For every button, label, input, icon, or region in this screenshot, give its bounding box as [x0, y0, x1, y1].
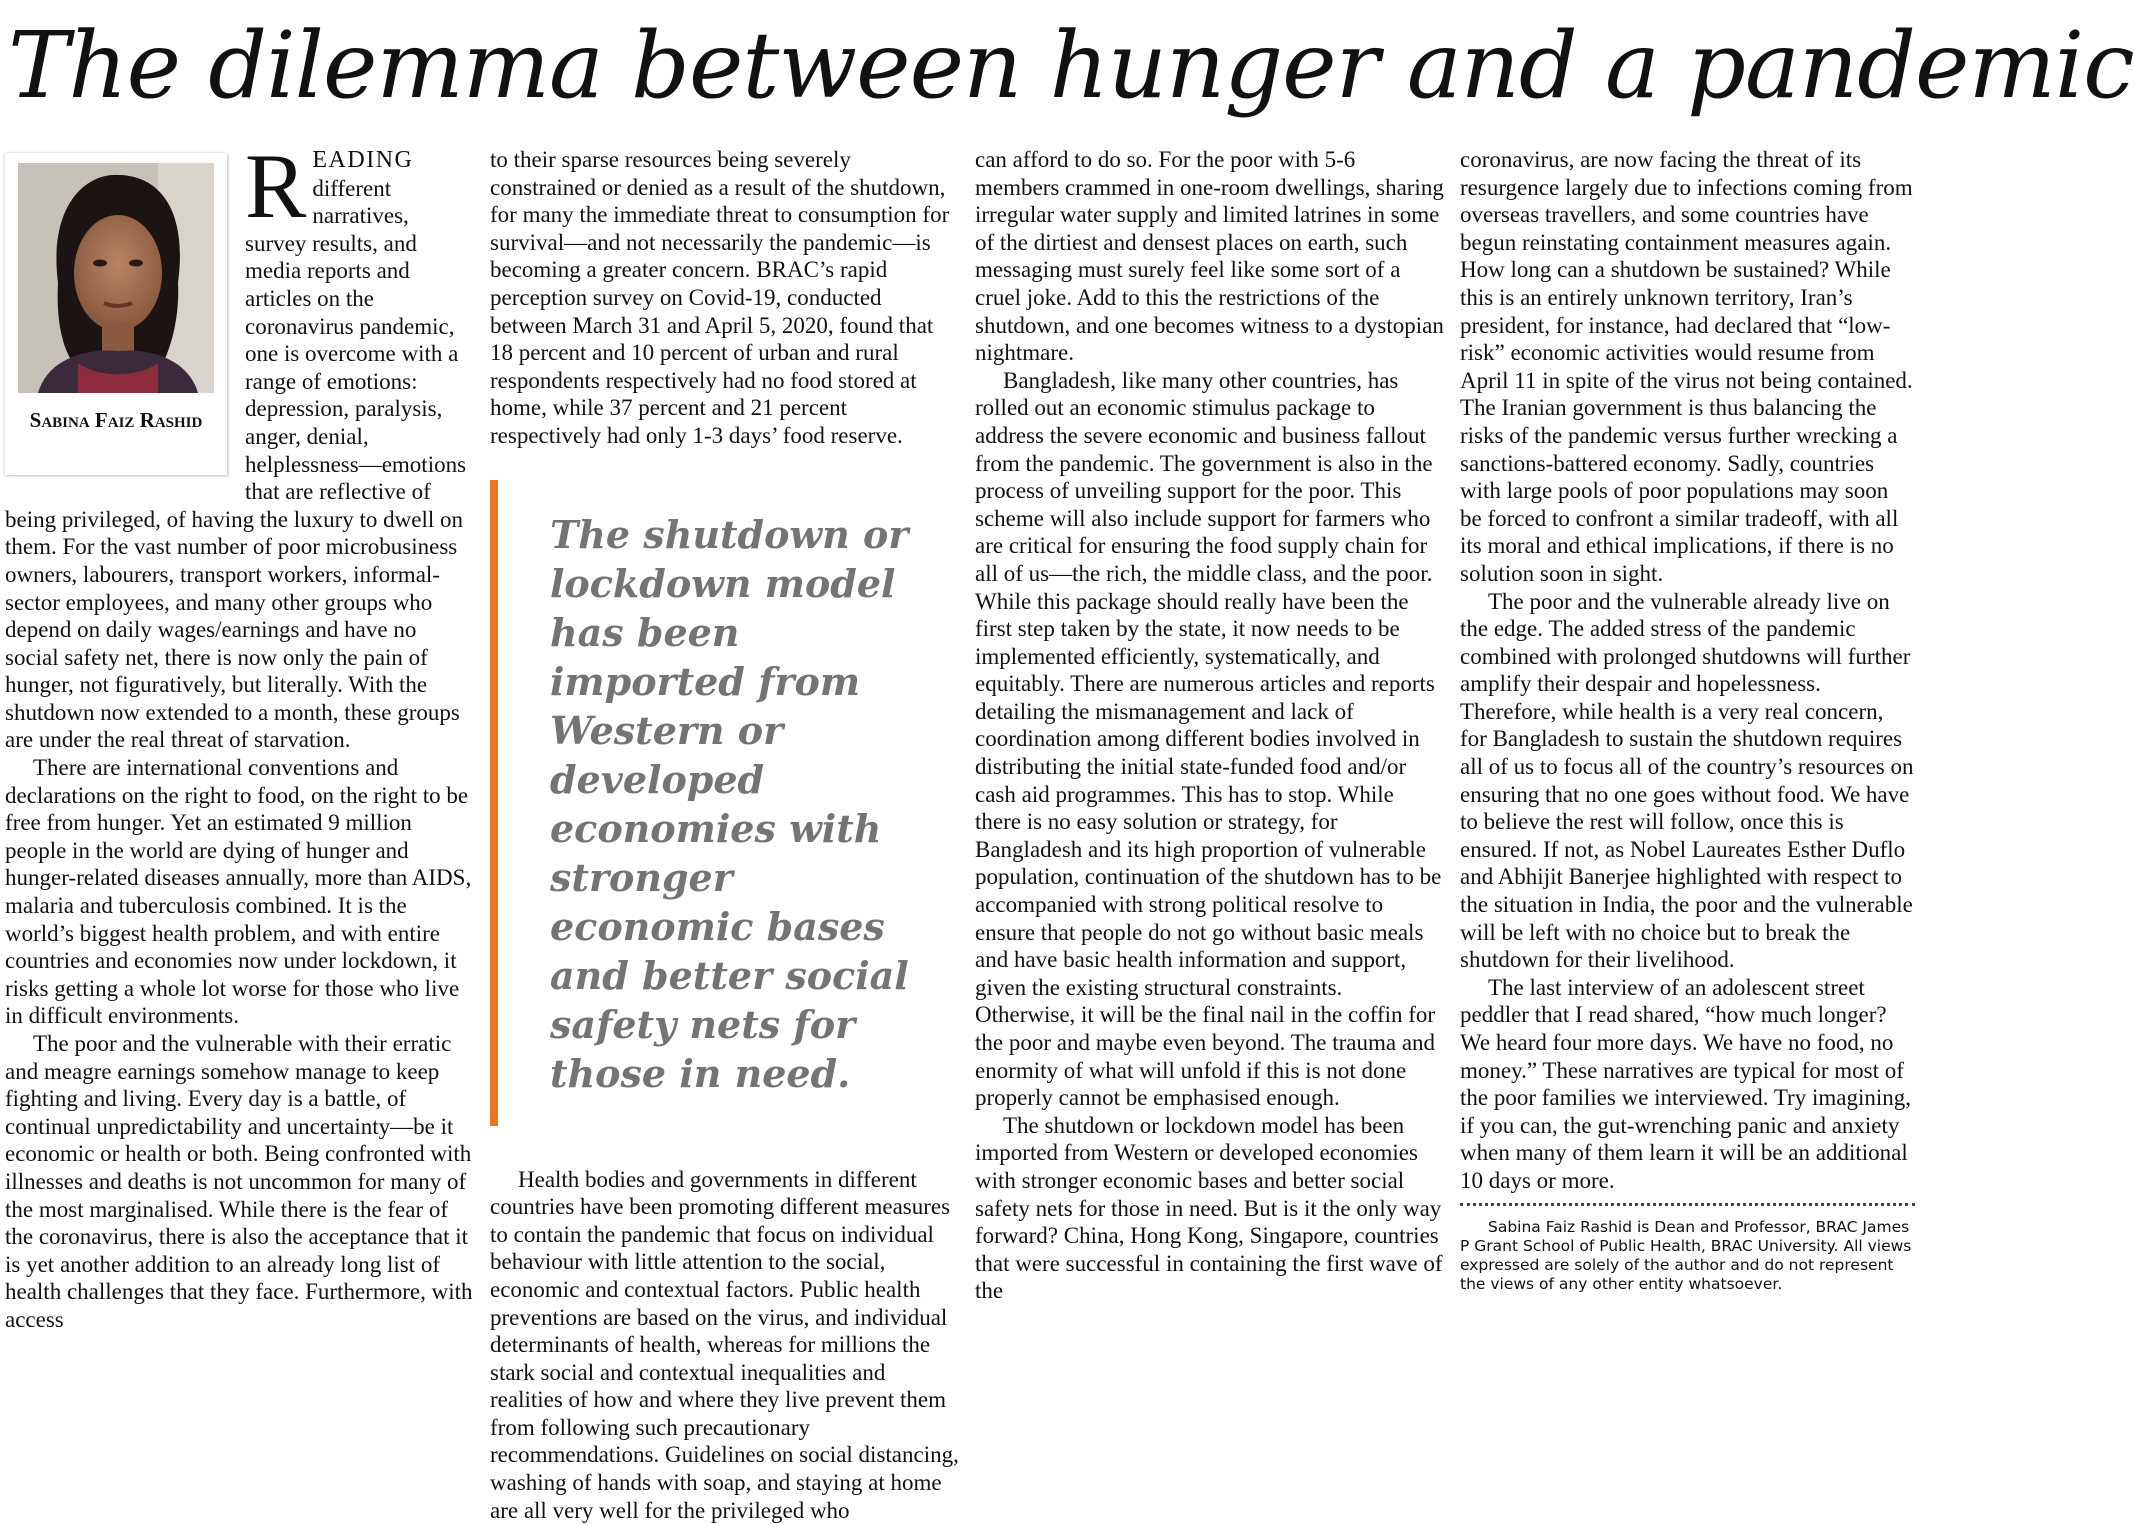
column-3	[975, 146, 1445, 1305]
headline: The dilemma between hunger and a pandemic	[8, 12, 2134, 119]
author-footnote: Sabina Faiz Rashid is Dean and Professor, BRAC James P Grant School of Public Health, BRAC University. All views expressed are solely of the author and do not represent the views of any other entity whatsoever.	[1460, 1217, 1912, 1293]
lead-caps: EADING	[312, 147, 414, 173]
lead-text: different narratives, survey results, and media reports and articles on the coronavirus pandemic, one is overcome with a range of emotions: depression, paralysis, anger, denial, helplessness—emotions that are reflective of being privileged, of having the luxury to dwell on them. For the vast number of poor microbusiness owners, labourers, transport workers, informal-sector employees, and many other groups who depend on daily wages/earnings and have no social safety net, there is now only the pain of hunger, not figuratively, but literally. With the shutdown now extended to a month, these groups are under the real threat of starvation.	[5, 175, 467, 753]
author-name: Sabina Faiz Rashid	[29, 408, 203, 432]
paragraph: The last interview of an adolescent street peddler that I read shared, “how much longer? We heard four more days. We have no food, no money.” These narratives are typical for most of the poor families we interviewed. Try imagining, if you can, the gut-wrenching panic and anxiety when many of them learn it will be an additional 10 days or more.	[1460, 974, 1911, 1193]
column-2	[490, 146, 960, 1524]
paragraph: Health bodies and governments in different countries have been promoting different measures to contain the pandemic that focus on individual behaviour with little attention to the social, economic and contextual factors. Public health preventions are based on the virus, and individual determinants of health, whereas for millions the stark social and contextual inequalities and realities of how and where they live prevent them from following such precautionary recommendations. Guidelines on social distancing, washing of hands with soap, and staying at home are all very well for the privileged who	[490, 1166, 959, 1523]
paragraph: coronavirus, are now facing the threat of its resurgence largely due to infections coming from overseas travellers, and some countries have begun reinstating containment measures again. How long can a shutdown be sustained? While this is an entirely unknown territory, Iran’s president, for instance, had declared that “low-risk” economic activities would resume from April 11 in spite of the virus not being contained. The Iranian government is thus balancing the risks of the pandemic versus further wrecking a sanctions-battered economy. Sadly, countries with large pools of poor populations may soon be forced to confront a similar tradeoff, with all its moral and ethical implications, if there is no solution soon in sight.	[1460, 147, 1913, 586]
author-box	[5, 153, 227, 475]
column-1	[5, 135, 475, 1334]
paragraph: can afford to do so. For the poor with 5-6 members crammed in one-room dwellings, sharing irregular water supply and limited latrines in some of the dirtiest and densest places on earth, such messaging must surely feel like some sort of a cruel joke. Add to this the restrictions of the shutdown, and one becomes witness to a dystopian nightmare.	[975, 147, 1444, 366]
pull-quote: The shutdown or lockdown model has been imported from Western or developed economies with stronger economic bases and better social safety nets for those in need.	[490, 480, 960, 1126]
author-photo	[18, 163, 214, 393]
footnote-divider	[1460, 1203, 1915, 1206]
paragraph: The poor and the vulnerable already live on the edge. The added stress of the pandemic combined with prolonged shutdowns will further amplify their despair and hopelessness. Therefore, while health is a very real concern, for Bangladesh to sustain the shutdown requires all of us to focus all of the country’s resources on ensuring that no one goes without food. We have to believe the rest will follow, once this is ensured. If not, as Nobel Laureates Esther Duflo and Abhijit Banerjee highlighted with respect to the situation in India, the poor and the vulnerable will be left with no choice but to break the shutdown for their livelihood.	[1460, 588, 1914, 973]
paragraph: The shutdown or lockdown model has been imported from Western or developed economies with stronger economic bases and better social safety nets for those in need. But is it the only way forward? China, Hong Kong, Singapore, countries that were successful in containing the first wave of the	[975, 1112, 1443, 1304]
paragraph: Bangladesh, like many other countries, has rolled out an economic stimulus package to address the severe economic and business fallout from the pandemic. The government is also in the process of unveiling support for the poor. This scheme will also include support for farmers who are critical for ensuring the food supply chain for all of us—the rich, the middle class, and the poor. While this package should really have been the first step taken by the state, it now needs to be implemented efficiently, systematically, and equitably. There are numerous articles and reports detailing the mismanagement and lack of coordination among different bodies involved in distributing the initial state-funded food and/or cash aid programmes. This has to stop. While there is no easy solution or strategy, for Bangladesh and its high proportion of vulnerable population, continuation of the shutdown has to be accompanied with strong political resolve to ensure that people do not go without basic meals and have basic health information and support, given the existing structural constraints. Otherwise, it will be the final nail in the coffin for the poor and maybe even beyond. The trauma and enormity of what will unfold if this is not done properly cannot be emphasised enough.	[975, 367, 1442, 1111]
author-portrait-icon	[18, 163, 214, 393]
drop-cap: R	[245, 135, 307, 237]
paragraph: The poor and the vulnerable with their erratic and meagre earnings somehow manage to keep fighting and living. Every day is a battle, of continual unpredictability and uncertainty—be it economic or health or both. Being confronted with illnesses and deaths is not uncommon for many of the most marginalised. While there is the fear of the coronavirus, there is also the acceptance that it is yet another addition to an already long list of health challenges that they face. Furthermore, with access	[5, 1031, 473, 1332]
paragraph: There are international conventions and declarations on the right to food, on the right to be free from hunger. Yet an estimated 9 million people in the world are dying of hunger and hunger-related diseases annually, more than AIDS, malaria and tuberculosis combined. It is the world’s biggest health problem, and with entire countries and economies now under lockdown, it risks getting a whole lot worse for those who live in difficult environments.	[5, 755, 472, 1029]
column-4	[1460, 146, 1915, 1294]
paragraph: to their sparse resources being severely constrained or denied as a result of the shutdown, for many the immediate threat to consumption for survival—and not necessarily the pandemic—is becoming a greater concern. BRAC’s rapid perception survey on Covid-19, conducted between March 31 and April 5, 2020, found that 18 percent and 10 percent of urban and rural respondents respectively had no food stored at home, while 37 percent and 21 percent respectively had only 1-3 days’ food reserve.	[490, 147, 950, 448]
